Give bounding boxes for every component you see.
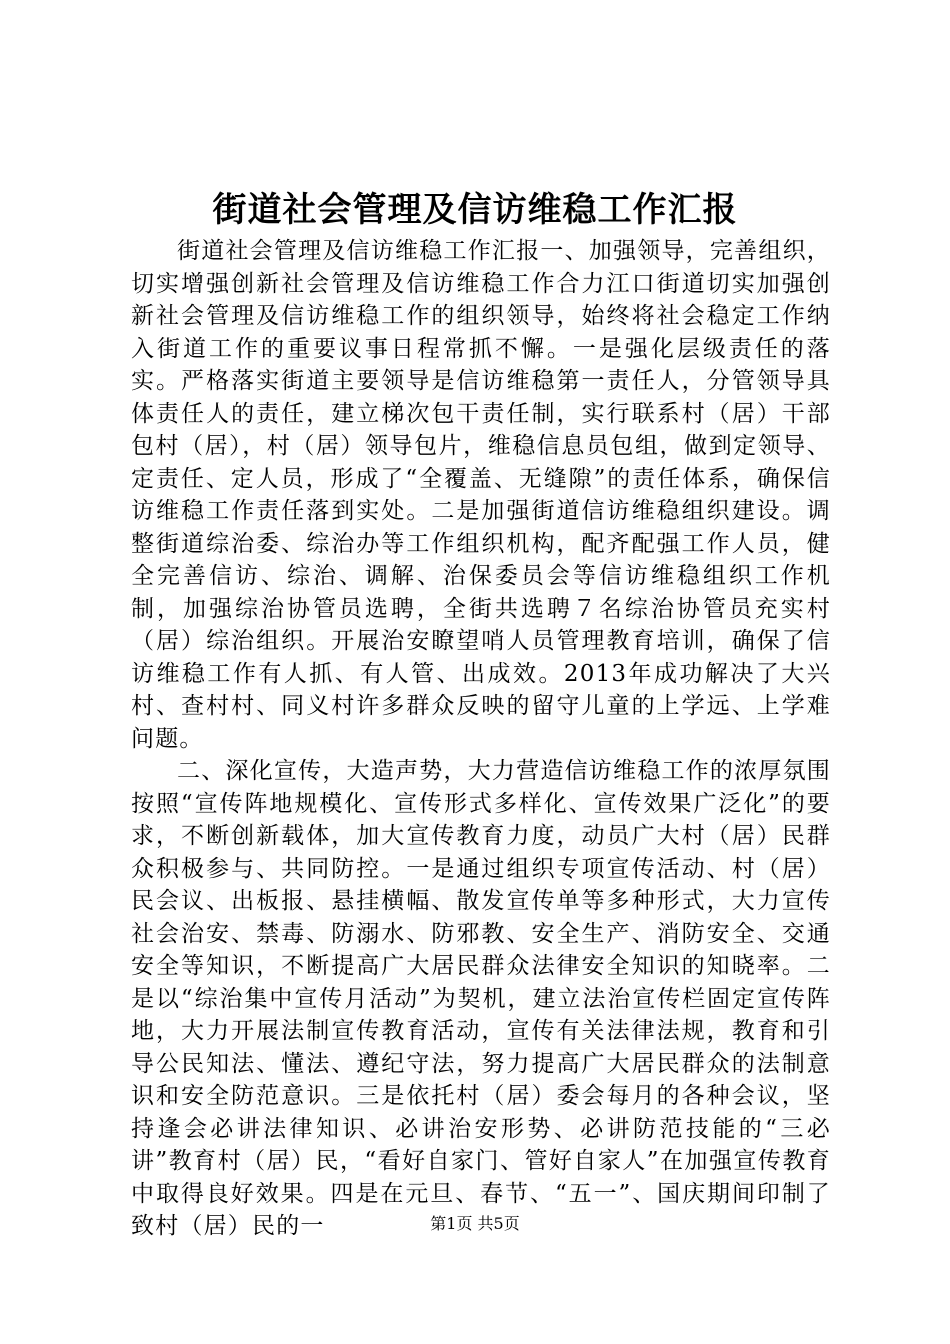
paragraph-1: 街道社会管理及信访维稳工作汇报一、加强领导，完善组织，切实增强创新社会管理及信访维稳工作合力江口街道切实加强创新社会管理及信访维稳工作的组织领导，始终将社会稳定工作纳入街道工作的重要议事日程常抓不懈。一是强化层级责任的落实。严格落实街道主要领导是信访维稳第一责任人，分管领导具体责任人的责任，建立梯次包干责任制，实行联系村（居）干部包村（居），村（居）领导包片，维稳信息员包组，做到定领导、定责任、定人员，形成了“全覆盖、无缝隙”的责任体系，确保信访维稳工作责任落到实处。二是加强街道信访维稳组织建设。调整街道综治委、综治办等工作组织机构，配齐配强工作人员，健全完善信访、综治、调解、治保委员会等信访维稳组织工作机制，加强综治协管员选聘，全街共选聘７名综治协管员充实村（居）综治组织。开展治安瞭望哨人员管理教育培训，确保了信访维稳工作有人抓、有人管、出成效。2013年成功解决了大兴村、查村村、同义村许多群众反映的留守儿童的上学远、上学难问题。	[131, 238, 831, 752]
page-number-footer: 第1页 共5页	[430, 1214, 520, 1233]
document-title: 街道社会管理及信访维稳工作汇报	[212, 190, 738, 230]
paragraph-2: 二、深化宣传，大造声势，大力营造信访维稳工作的浓厚氛围按照“宣传阵地规模化、宣传形式多样化、宣传效果广泛化”的要求，不断创新载体，加大宣传教育力度，动员广大村（居）民群众积极参与、共同防控。一是通过组织专项宣传活动、村（居）民会议、出板报、悬挂横幅、散发宣传单等多种形式，大力宣传社会治安、禁毒、防溺水、防邪教、安全生产、消防安全、交通安全等知识，不断提高广大居民群众法律安全知识的知晓率。二是以“综治集中宣传月活动”为契机，建立法治宣传栏固定宣传阵地，大力开展法制宣传教育活动，宣传有关法律法规，教育和引导公民知法、懂法、遵纪守法，努力提高广大居民群众的法制意识和安全防范意识。三是依托村（居）委会每月的各种会议，坚持逢会必讲法律知识、必讲治安形势、必讲防范技能的“三必讲”教育村（居）民，“看好自家门、管好自家人”在加强宣传教育中取得良好效果。四是在元旦、春节、“五一”、国庆期间印制了致村（居）民的一	[131, 758, 831, 1239]
document-body	[131, 235, 831, 1243]
